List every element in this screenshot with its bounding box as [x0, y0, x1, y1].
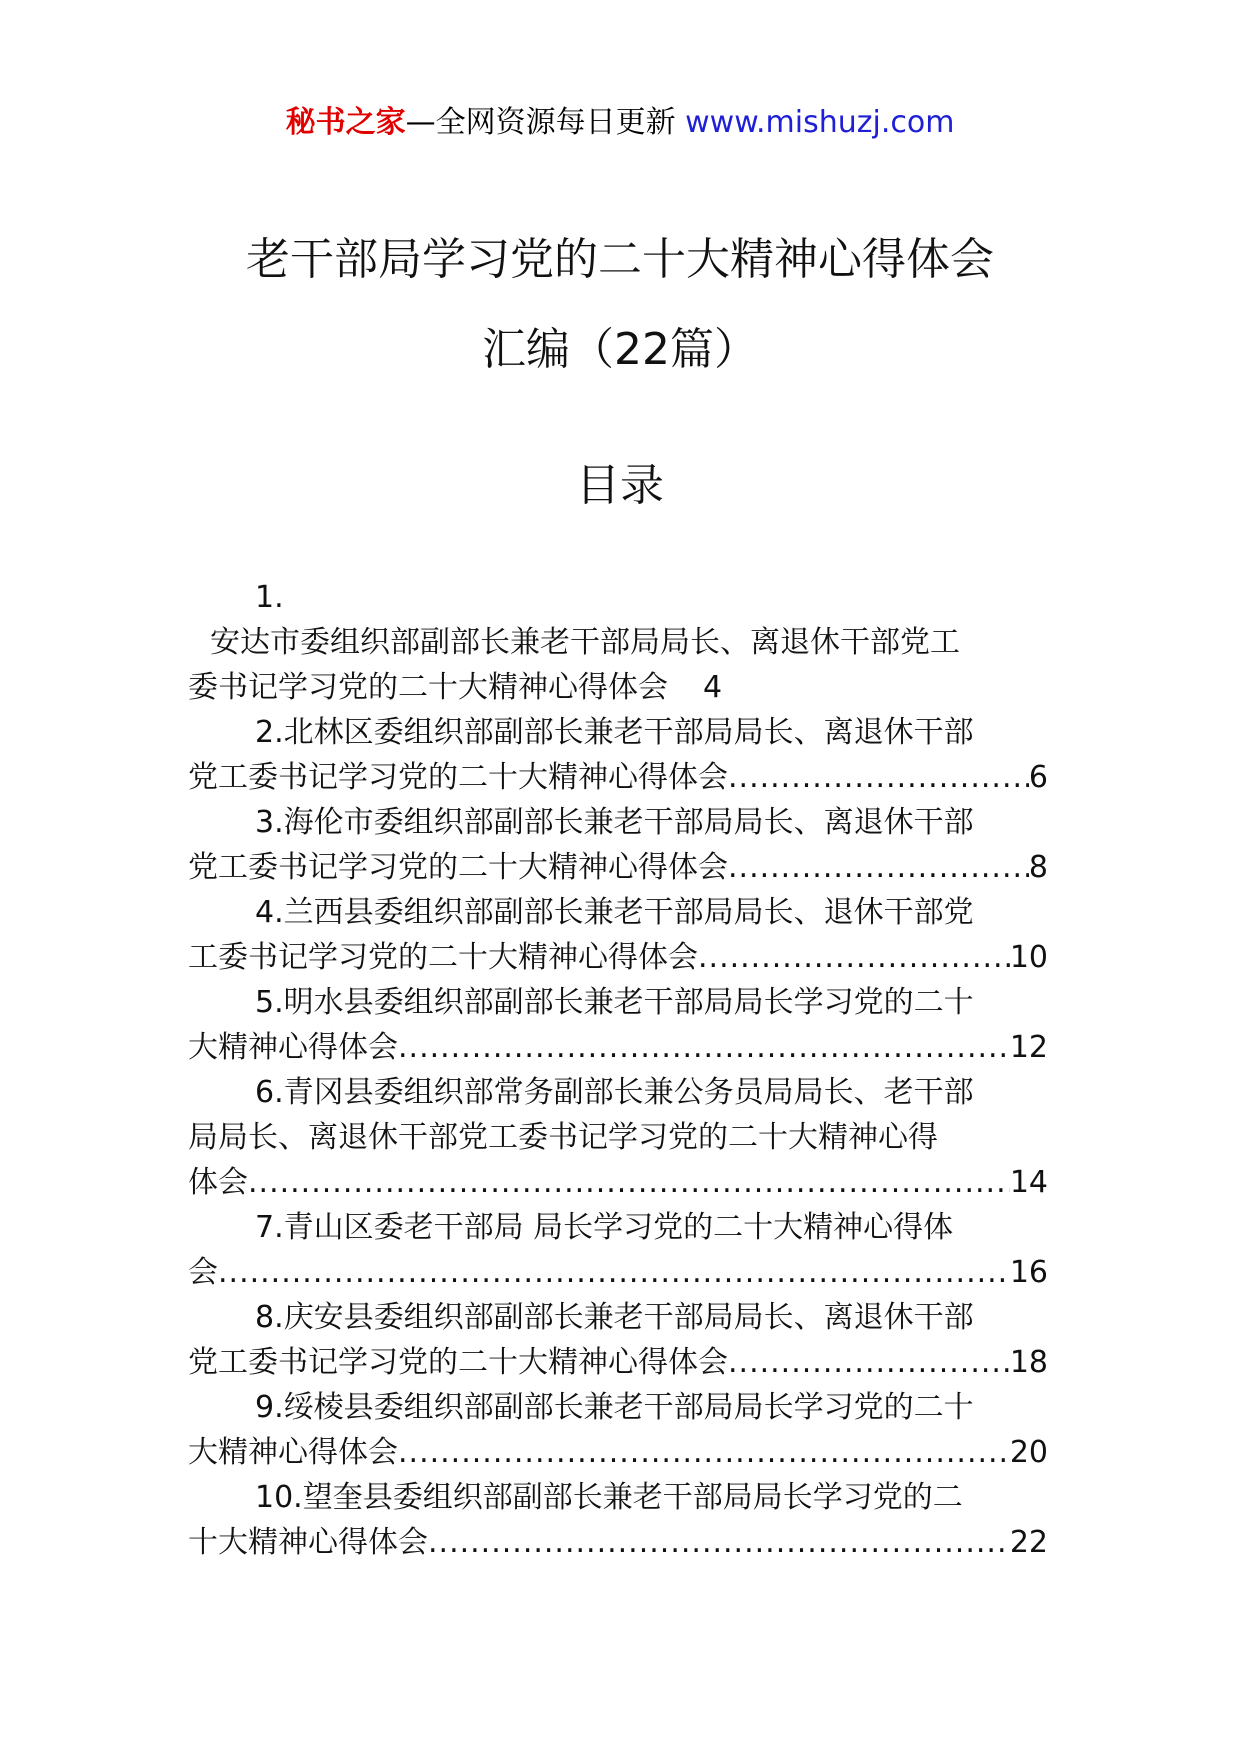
- toc-page-number: 6: [1028, 760, 1048, 795]
- toc-entry-line-last: [188, 1250, 1048, 1295]
- toc-leader-dots: [728, 755, 1029, 800]
- toc-leader-dots: [728, 845, 1029, 890]
- toc-entry[interactable]: [188, 1385, 1048, 1475]
- toc-entry[interactable]: [188, 710, 1048, 800]
- toc-entry-line-last: [188, 1520, 1048, 1565]
- toc-entry-line-last: [188, 935, 1048, 980]
- toc-entry-text: 大精神心得体会: [188, 1030, 398, 1065]
- toc-entry-line-last: [188, 1025, 1048, 1070]
- toc-entry[interactable]: [188, 1475, 1048, 1565]
- toc-entry[interactable]: [188, 890, 1048, 980]
- toc-leader-dots: [698, 935, 1010, 980]
- table-of-contents: [188, 575, 1048, 1565]
- site-banner: [0, 103, 1240, 143]
- toc-entry-text: 工委书记学习党的二十大精神心得体会: [188, 940, 698, 975]
- toc-entry-line: 3.海伦市委组织部副部长兼老干部局局长、离退休干部: [255, 805, 974, 840]
- toc-entry-text: 党工委书记学习党的二十大精神心得体会: [188, 850, 728, 885]
- toc-entry-line: 6.青冈县委组织部常务副部长兼公务员局局长、老干部: [255, 1075, 974, 1110]
- toc-entry-text: 会: [188, 1255, 218, 1290]
- toc-entry-line: 2.北林区委组织部副部长兼老干部局局长、离退休干部: [255, 715, 974, 750]
- toc-page-number: 16: [1009, 1255, 1048, 1290]
- toc-entry-line: 安达市委组织部副部长兼老干部局局长、离退休干部党工: [210, 625, 960, 660]
- toc-entry[interactable]: [188, 800, 1048, 890]
- toc-entry-text: 委书记学习党的二十大精神心得体会: [188, 670, 668, 705]
- toc-leader-dots: [728, 1340, 1010, 1385]
- toc-entry-line-last: [188, 755, 1048, 800]
- toc-entry-line: 局局长、离退休干部党工委书记学习党的二十大精神心得: [188, 1120, 938, 1155]
- toc-page-number: 22: [1009, 1525, 1048, 1560]
- toc-page-number: 14: [1009, 1165, 1048, 1200]
- toc-leader-dots: [398, 1430, 1010, 1475]
- toc-entry-text: 十大精神心得体会: [188, 1525, 428, 1560]
- toc-page-number: 10: [1009, 940, 1048, 975]
- toc-entry-text: 体会: [188, 1165, 248, 1200]
- toc-leader-dots: [248, 1160, 1010, 1205]
- toc-leader-dots: [218, 1250, 1010, 1295]
- document-title-line-2: 汇编（22篇）: [482, 324, 758, 375]
- document-title-line-1: 老干部局学习党的二十大精神心得体会: [246, 234, 994, 285]
- toc-entry-line-last: [188, 1340, 1048, 1385]
- toc-entry[interactable]: [188, 1070, 1048, 1205]
- banner-tagline: —全网资源每日更新: [405, 105, 676, 140]
- toc-entry-line-last: [188, 845, 1048, 890]
- toc-entry[interactable]: [188, 1295, 1048, 1385]
- toc-page-number: 20: [1009, 1435, 1048, 1470]
- toc-heading: 目录: [576, 460, 664, 511]
- brand-name: 秘书之家: [285, 105, 406, 140]
- toc-entry-number: 1.: [255, 580, 284, 615]
- toc-entry[interactable]: [188, 575, 1048, 710]
- toc-entry-line: 5.明水县委组织部副部长兼老干部局局长学习党的二十: [255, 985, 974, 1020]
- toc-entry-line-last: [188, 1430, 1048, 1475]
- toc-entry[interactable]: [188, 980, 1048, 1070]
- toc-leader-dots: [428, 1520, 1010, 1565]
- toc-entry-text: 大精神心得体会: [188, 1435, 398, 1470]
- toc-entry-text: 党工委书记学习党的二十大精神心得体会: [188, 760, 728, 795]
- toc-entry-line: 7.青山区委老干部局 局长学习党的二十大精神心得体: [255, 1210, 954, 1245]
- toc-entry[interactable]: [188, 1205, 1048, 1295]
- toc-leader-dots: [398, 1025, 1010, 1070]
- toc-entry-line: 9.绥棱县委组织部副部长兼老干部局局长学习党的二十: [255, 1390, 974, 1425]
- site-url-link[interactable]: www.mishuzj.com: [685, 105, 955, 140]
- toc-entry-line: 8.庆安县委组织部副部长兼老干部局局长、离退休干部: [255, 1300, 974, 1335]
- toc-page-number: 12: [1009, 1030, 1048, 1065]
- toc-page-number: 8: [1028, 850, 1048, 885]
- toc-page-number: 18: [1009, 1345, 1048, 1380]
- toc-entry-line: 4.兰西县委组织部副部长兼老干部局局长、退休干部党: [255, 895, 974, 930]
- toc-entry-line-last: [188, 665, 1048, 710]
- toc-entry-text: 党工委书记学习党的二十大精神心得体会: [188, 1345, 728, 1380]
- toc-page-number: 4: [703, 670, 723, 705]
- toc-entry-line: 10.望奎县委组织部副部长兼老干部局局长学习党的二: [255, 1480, 963, 1515]
- toc-entry-line-last: [188, 1160, 1048, 1205]
